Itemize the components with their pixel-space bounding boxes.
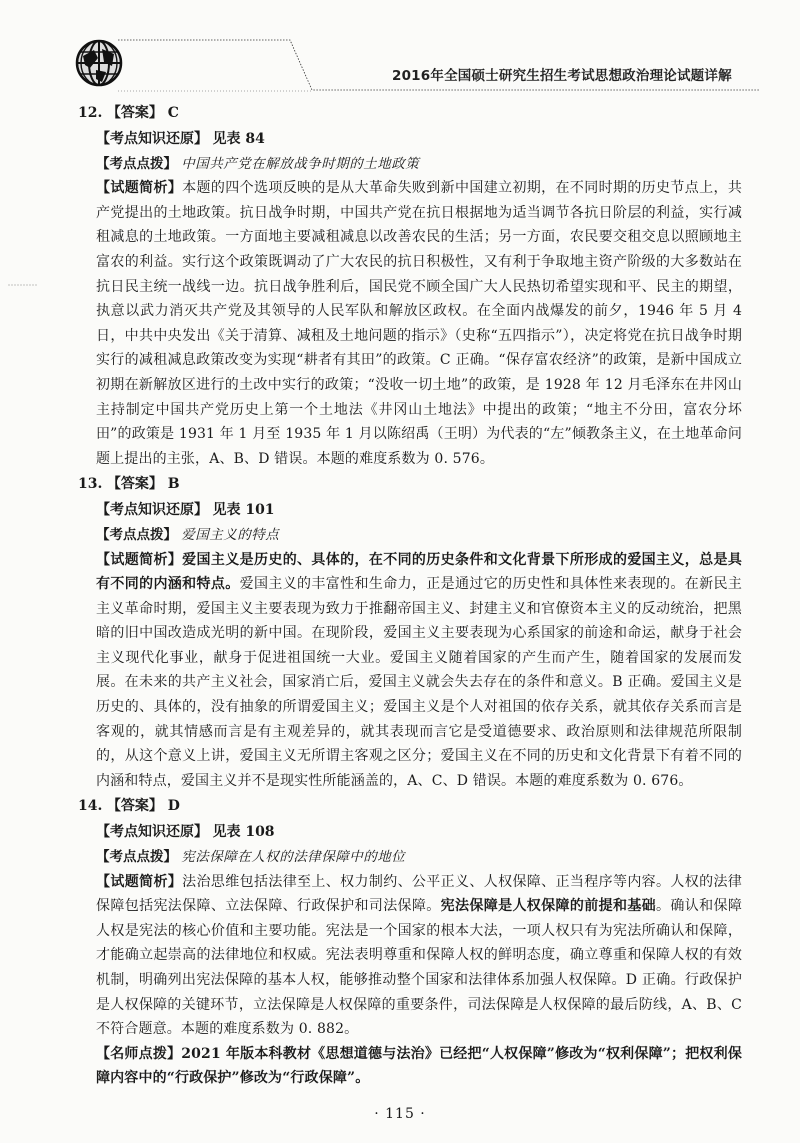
- analysis-label: 【试题简析】: [96, 873, 183, 890]
- analysis-label: 【试题简析】: [96, 551, 183, 568]
- answer-line: [78, 793, 742, 820]
- analysis-paragraph: [96, 548, 742, 794]
- point-label: 【考点点拨】: [96, 849, 177, 866]
- analysis-text: 爱国主义的丰富性和生命力，正是通过它的历史性和具体性来表现的。在新民主主义革命时期，爱国主义主要表现为致力于推翻帝国主义、封建主义和官僚资本主义的反动统治，把黑暗的旧中国改造成光明的新中国。在现阶段，爱国主义主要表现为心系国家的前途和命运，献身于社会主义现代化事业，献身于促进祖国统一大业。爱国主义随着国家的产生而产生，随着国家的发展而发展。在未来的共产主义社会，国家消亡后，爱国主义就会失去存在的条件和意义。B 正确。爱国主义是历史的、具体的，没有抽象的所谓爱国主义；爱国主义是个人对祖国的依存关系，就其依存关系而言是客观的，就其情感而言是有主观差异的，就其表现而言它是受道德要求、政治原则和法律规范所限制的，从这个意义上讲，爱国主义无所谓主客观之区分；爱国主义在不同的历史和文化背景下有着不同的内涵和特点，爱国主义并不是现实性所能涵盖的，A、C、D 错误。本题的难度系数为 0. 676。: [96, 576, 743, 789]
- teacher-note-text: 2021 年版本科教材《思想道德与法治》已经把“人权保障”修改为“权利保障”；把权利保障内容中的“行政保护”修改为“行政保障”。: [96, 1045, 742, 1087]
- running-header-title: 2016年全国硕士研究生招生考试思想政治理论试题详解: [392, 68, 732, 84]
- analysis-paragraph: [96, 870, 742, 1042]
- point-label: 【考点点拨】: [96, 155, 177, 172]
- teacher-note-paragraph: [96, 1042, 742, 1091]
- question-number: 12.: [78, 105, 103, 121]
- question-13: [78, 471, 743, 793]
- analysis-bold-text: 宪法保障是人权保障的前提和基础: [440, 898, 657, 915]
- knowledge-label: 【考点知识还原】: [96, 131, 208, 147]
- question-12: [78, 100, 742, 471]
- question-number: 14.: [78, 798, 103, 815]
- point-text: 爱国主义的特点: [181, 526, 280, 543]
- answer-explanations: [78, 100, 743, 1091]
- knowledge-label: 【考点知识还原】: [96, 824, 208, 841]
- answer-label: 【答案】: [106, 798, 163, 815]
- knowledge-ref: 见表 108: [212, 824, 275, 841]
- teacher-note-label: 【名师点拨】: [96, 1045, 182, 1062]
- knowledge-line: [96, 820, 742, 845]
- globe-logo-icon: [74, 38, 124, 88]
- knowledge-ref: 见表 101: [212, 502, 275, 519]
- answer-value: C: [167, 105, 179, 121]
- analysis-label: 【试题简析】: [96, 180, 183, 197]
- knowledge-line: [96, 498, 742, 523]
- answer-line: [78, 100, 742, 127]
- point-label: 【考点点拨】: [96, 526, 177, 543]
- knowledge-line: [96, 127, 742, 152]
- knowledge-label: 【考点知识还原】: [96, 502, 208, 519]
- point-text: 中国共产党在解放战争时期的土地政策: [181, 155, 420, 172]
- answer-label: 【答案】: [106, 105, 163, 121]
- answer-label: 【答案】: [106, 476, 163, 493]
- analysis-text-a: 法治思维包括法律至上、权力制约、公平正义、人权保障、正当程序等内容。人权的法律保障包括宪法保障、立法保障、行政保护和司法保障。: [96, 873, 742, 915]
- answer-value: B: [167, 476, 180, 493]
- analysis-text: 本题的四个选项反映的是从大革命失败到新中国建立初期，在不同时期的历史节点上，共产党提出的土地政策。抗日战争时期，中国共产党在抗日根据地为适当调节各抗日阶层的利益，实行减租减息的土地政策。一方面地主要减租减息以改善农民的生活；另一方面，农民要交租交息以照顾地主富农的利益。实行这个政策既调动了广大农民的抗日积极性，又有利于争取地主资产阶级的大多数站在抗日民主统一战线一边。抗日战争胜利后，国民党不顾全国广大人民热切希望实现和平、民主的期望，执意以武力消灭共产党及其领导的人民军队和解放区政权。在全面内战爆发的前夕，1946 年 5 月 4 日，中共中央发出《关于清算、减租及土地问题的指示》（史称“五四指示”），决定将党在抗日战争时期实行的减租减息政策改变为实现“耕者有其田”的政策。C 正确。“保存富农经济”的政策，是新中国成立初期在新解放区进行的土改中实行的政策；“没收一切土地”的政策，是 1928 年 12 月毛泽东在井冈山主持制定中国共产党历史上第一个土地法《井冈山土地法》中提出的政策；“地主不分田，富农分坏田”的政策是 1931 年 1 月至 1935 年 1 月以陈绍禹（王明）为代表的“左”倾教条主义，在土地革命问题上提出的主张，A、B、D 错误。本题的难度系数为 0. 576。: [96, 180, 742, 467]
- question-number: 13.: [78, 476, 103, 493]
- answer-value: D: [167, 798, 180, 815]
- point-text: 宪法保障在人权的法律保障中的地位: [181, 849, 406, 866]
- analysis-text-b: 。确认和保障人权是宪法的核心价值和主要功能。宪法是一个国家的根本大法，一项人权只有为宪法所确认和保障，才能确立起崇高的法律地位和权威。宪法表明尊重和保障人权的鲜明态度，确立尊重和保障人权的有效机制，明确列出宪法保障的基本人权，能够推动整个国家和法律体系加强人权保障。D 正确。行政保护是人权保障的关键环节，立法保障是人权保障的重要条件，司法保障是人权保障的最后防线，A、B、C 不符合题意。本题的难度系数为 0. 882。: [96, 898, 742, 1038]
- analysis-paragraph: [96, 176, 742, 471]
- analysis-bold-text: 爱国主义是历史的、具体的，在不同的历史条件和文化背景下所形成的爱国主义，总是具有不同的内涵和特点。: [96, 551, 742, 593]
- answer-line: [78, 471, 742, 498]
- point-line: [96, 845, 742, 870]
- knowledge-ref: 见表 84: [212, 131, 265, 147]
- question-14: [78, 793, 742, 1091]
- scan-smudge: [8, 283, 38, 287]
- page-number: · 115 ·: [374, 1106, 426, 1122]
- point-line: [96, 152, 742, 177]
- point-line: [96, 523, 742, 548]
